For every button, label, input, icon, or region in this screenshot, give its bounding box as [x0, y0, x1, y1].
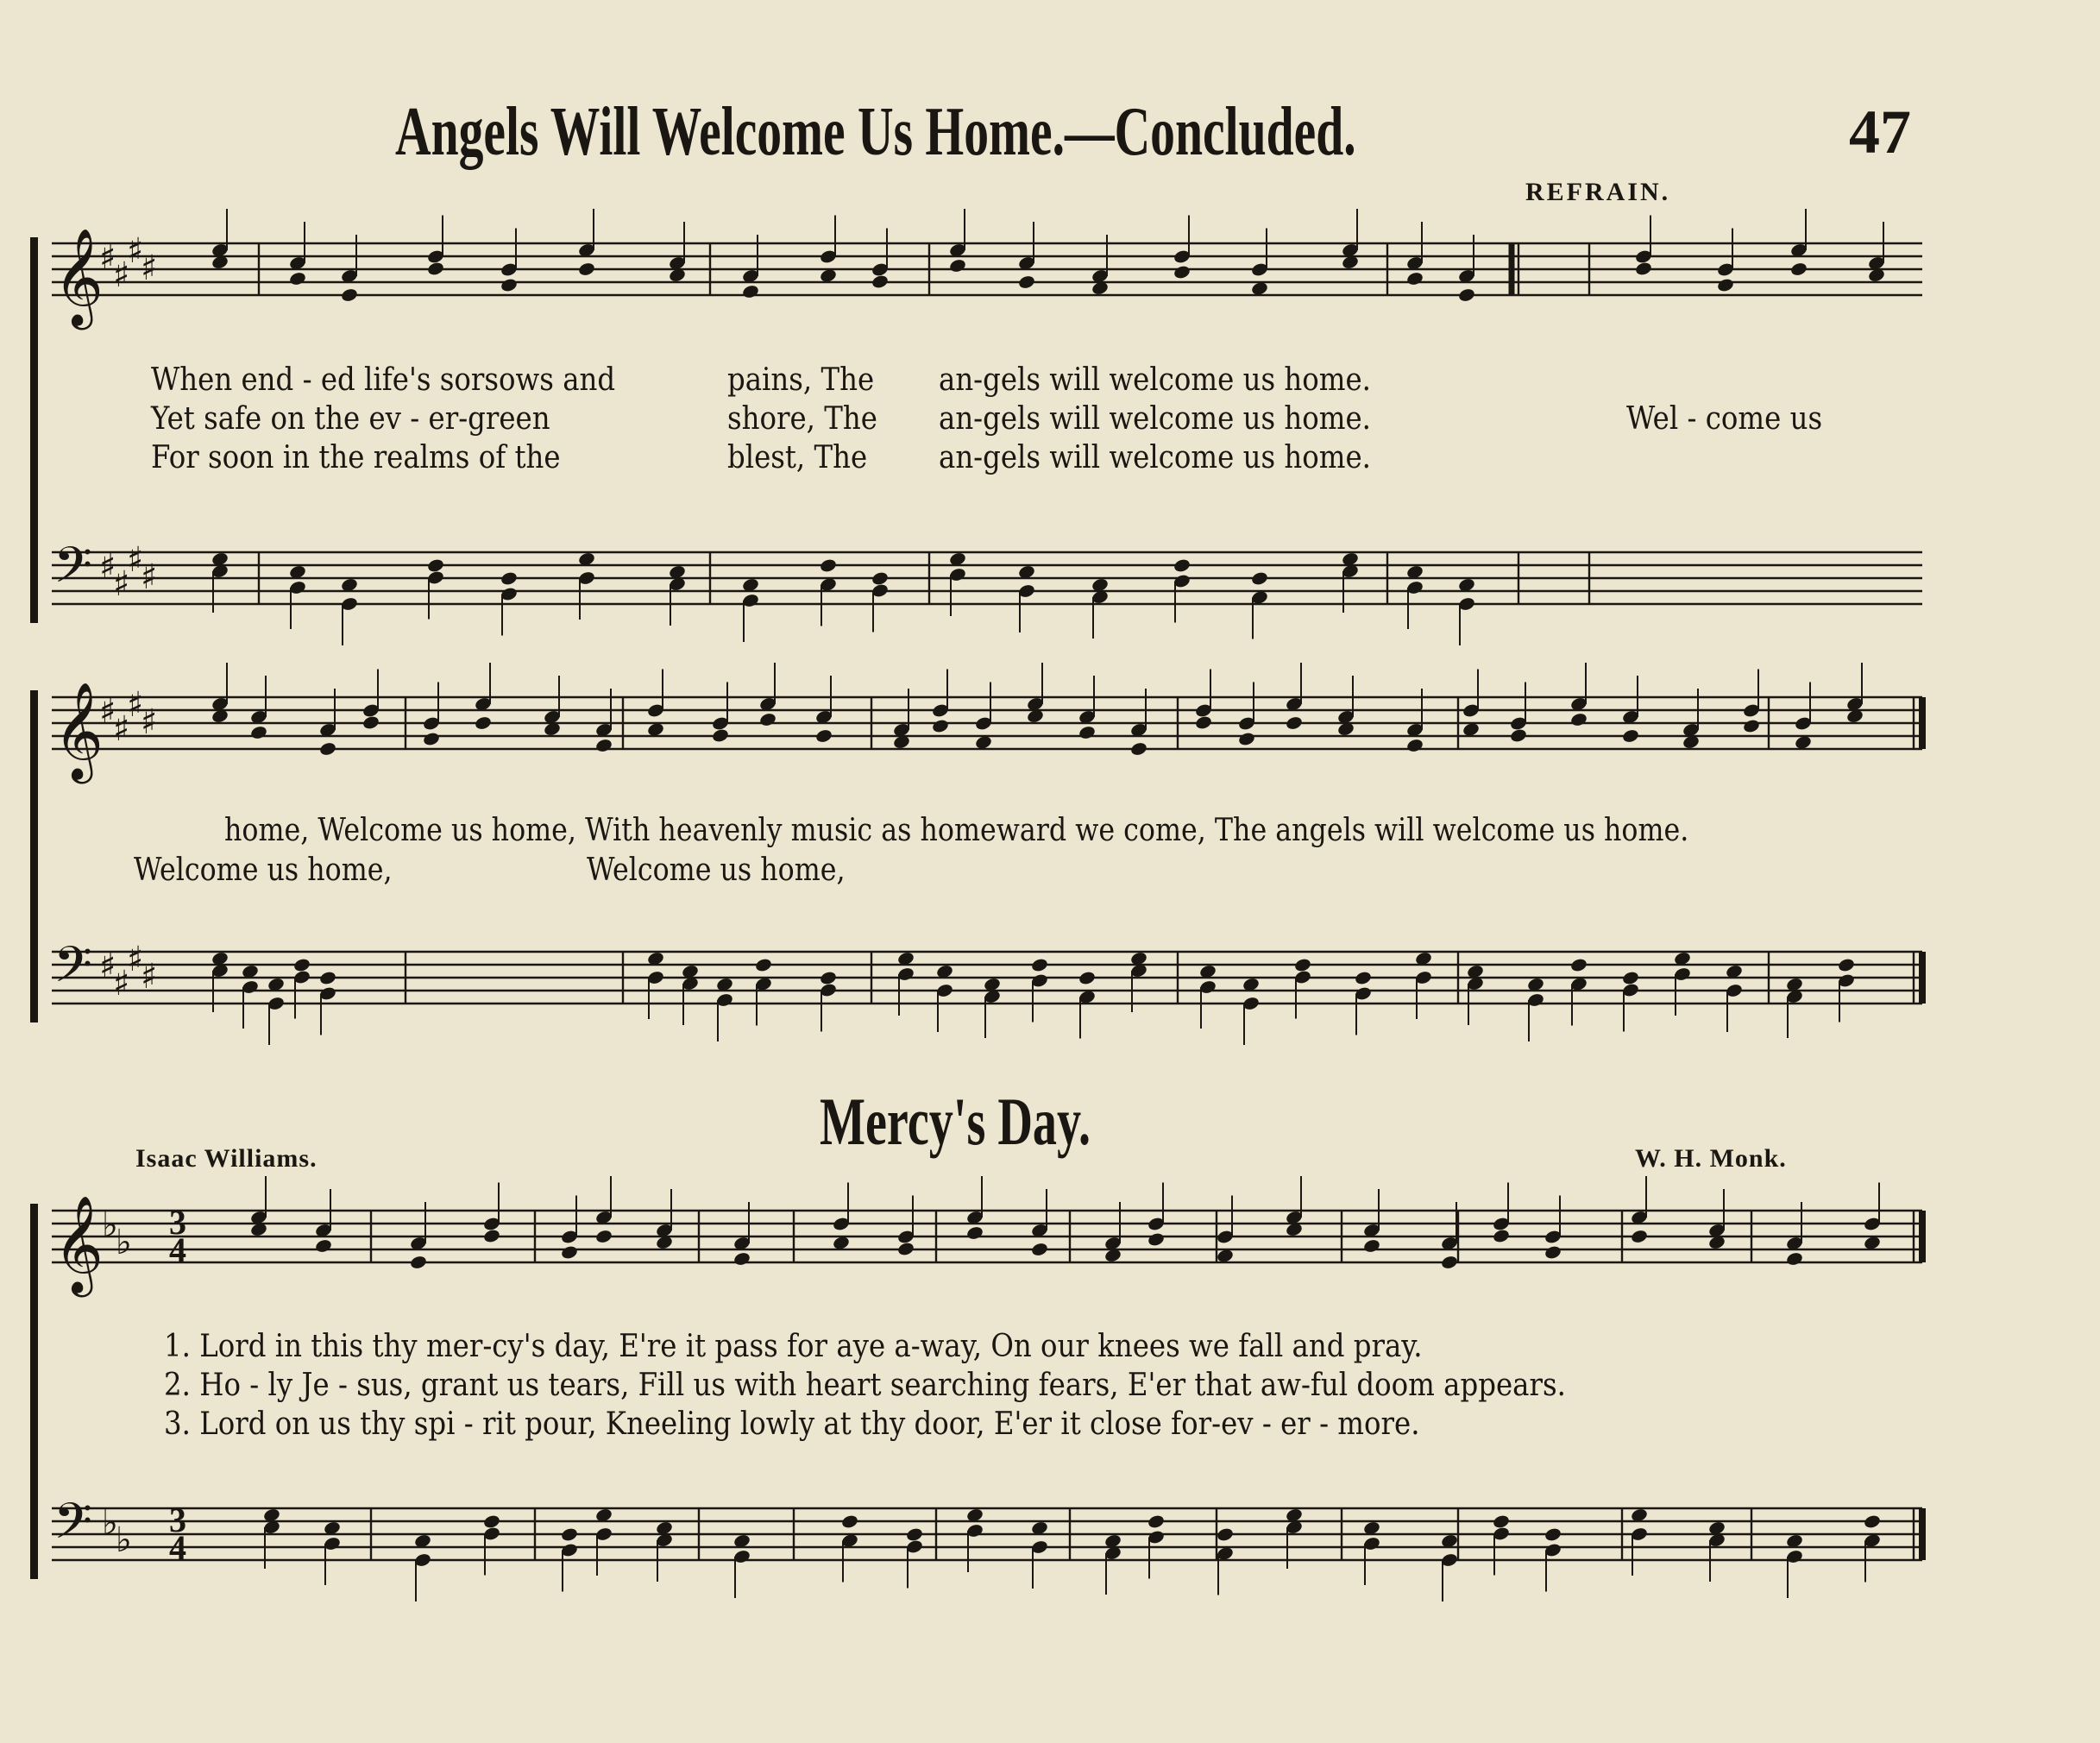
refrain-label: REFRAIN. — [1525, 178, 1671, 206]
system2-treble-note — [1742, 718, 1760, 733]
system2-bass-key-accidental: ♯ — [127, 940, 144, 979]
system3-bass-key-accidental: ♭ — [102, 1503, 118, 1543]
line2-lyrics: home, Welcome us home, With heavenly music as homeward we come, The angels will welcome us home. — [224, 813, 1689, 848]
system1-treble-note — [577, 261, 595, 277]
system1-bass-clef: 𝄢 — [53, 536, 93, 607]
system1-bass-note — [819, 557, 837, 573]
system3-treble-note — [1544, 1244, 1562, 1260]
system3-treble-time-top: 3 — [169, 1203, 186, 1242]
system2-treble-note — [931, 718, 949, 733]
system3-treble-note — [1630, 1229, 1648, 1244]
system3-treble-note — [1147, 1231, 1165, 1247]
system2-treble-note — [1237, 731, 1255, 746]
system1-treble-key-accidental: ♯ — [113, 255, 130, 295]
system3-treble-note — [482, 1228, 500, 1243]
system3-bass-time-bottom: 4 — [169, 1528, 186, 1567]
system2-bass-note — [819, 970, 837, 985]
system3-bass-note — [1544, 1526, 1562, 1542]
system2-treble-note — [249, 725, 267, 740]
system3-bass-final-barline-thick — [1919, 1508, 1926, 1560]
system1-treble-note — [1173, 264, 1191, 280]
system1-treble-note — [288, 271, 306, 286]
system3-bass-key-accidental: ♭ — [116, 1520, 132, 1560]
system2-treble-note — [711, 727, 729, 743]
verse-1-b: pains, The — [727, 362, 875, 398]
system1-treble-note — [340, 287, 358, 303]
system3-bass-time-top: 3 — [169, 1501, 186, 1539]
system3-treble-key-accidental: ♭ — [116, 1223, 132, 1262]
system2-treble-note — [1621, 728, 1639, 744]
system2-treble-key-accidental: ♯ — [99, 692, 116, 732]
system3-treble-note — [896, 1241, 915, 1256]
system2-treble-clef: 𝄞 — [53, 682, 104, 780]
verse-3-c: an-gels will welcome us home. — [939, 440, 1371, 475]
system1-treble-note — [1405, 271, 1424, 286]
line2-lyrics-alto-1: Welcome us home, — [134, 853, 393, 888]
page-title: Angels Will Welcome Us Home.—Concluded. — [395, 94, 1356, 170]
system2-treble-key-accidental: ♯ — [113, 709, 130, 749]
system3-treble-note — [965, 1225, 984, 1241]
system2-treble-note — [474, 715, 492, 731]
system3-bass-note — [840, 1513, 858, 1529]
system3-treble-note — [1440, 1255, 1458, 1270]
system2-bass-note — [754, 957, 772, 972]
hymn2-verse-3: 3. Lord on us thy spi - rit pour, Kneeling lowly at thy door, E'er it close for-ev - er - more. — [164, 1406, 1420, 1442]
system3-treble-final-barline-thick — [1919, 1211, 1926, 1262]
system2-treble-note — [1194, 714, 1212, 730]
system3-treble-note — [732, 1251, 751, 1267]
system1-bass-note — [871, 570, 889, 586]
system3-bass-note — [905, 1526, 923, 1542]
hymn2-verse-1: 1. Lord in this thy mer-cy's day, E're it pass for aye a-way, On our knees we fall and pray. — [164, 1329, 1423, 1364]
system3-treble-key-accidental: ♭ — [102, 1205, 118, 1245]
verse-2-c: an-gels will welcome us home. — [939, 401, 1371, 437]
system1-treble-key-accidental: ♯ — [141, 249, 158, 288]
verse-2-b: shore, The — [727, 401, 877, 437]
system3-treble-time-bottom: 4 — [169, 1230, 186, 1269]
system1-bass-note — [1250, 570, 1268, 586]
system2-bass-note — [1621, 970, 1639, 985]
system1-treble-note — [1457, 287, 1475, 303]
system1-bass-key-accidental: ♯ — [99, 547, 116, 587]
system2-treble-key-accidental: ♯ — [127, 685, 144, 725]
system1-treble-note — [1789, 261, 1808, 277]
system2-bass-note — [1030, 957, 1048, 972]
system3-bass-note — [1147, 1513, 1165, 1529]
system3-system-bracket — [30, 1204, 38, 1579]
system2-treble-final-barline-thick — [1919, 697, 1926, 749]
system2-bass-note — [1293, 957, 1311, 972]
system2-bass-final-barline-thick — [1919, 952, 1926, 1004]
system2-bass-key-accidental: ♯ — [141, 957, 158, 997]
system1-treble-note — [1716, 277, 1734, 293]
system1-bass-key-accidental: ♯ — [141, 557, 158, 597]
refrain-words: Wel - come us — [1626, 401, 1823, 437]
system2-treble-note — [318, 741, 336, 757]
system2-treble-note — [758, 712, 776, 727]
system1-bass-key-accidental: ♯ — [113, 564, 130, 604]
system3-treble-note — [314, 1238, 332, 1254]
system3-bass-note — [1863, 1513, 1881, 1529]
system2-treble-note — [1405, 738, 1424, 753]
system3-bass-clef: 𝄢 — [53, 1492, 93, 1563]
system2-bass-note — [1078, 970, 1096, 985]
system3-treble-note — [560, 1244, 578, 1260]
system2-treble-note — [1509, 727, 1527, 743]
system3-treble-note — [1785, 1251, 1803, 1267]
system3-bass-note — [1216, 1526, 1234, 1542]
system2-treble-note — [1078, 725, 1096, 740]
system2-bass-key-accidental: ♯ — [113, 964, 130, 1004]
system2-treble-note — [594, 738, 613, 753]
system1-bass-note — [1173, 557, 1191, 573]
hymn2-composer: W. H. Monk. — [1635, 1144, 1787, 1173]
system3-treble-note — [594, 1229, 613, 1244]
system2-bass-key-accidental: ♯ — [99, 947, 116, 986]
system2-treble-note — [814, 728, 833, 744]
system3-bass-note — [482, 1513, 500, 1529]
system2-system-bracket — [30, 690, 38, 1023]
system1-system-bracket — [30, 237, 38, 623]
system2-bass-note — [292, 957, 311, 972]
system2-bass-clef: 𝄢 — [53, 935, 93, 1006]
hymn2-title: Mercy's Day. — [820, 1084, 1091, 1159]
system2-treble-key-accidental: ♯ — [141, 702, 158, 742]
hymn2-verse-2: 2. Ho - ly Je - sus, grant us tears, Fill us with heart searching fears, E'er that aw-ful doom appears. — [164, 1368, 1566, 1403]
verse-3-a: For soon in the realms of the — [151, 440, 561, 475]
system1-treble-note — [741, 284, 759, 299]
system2-bass-note — [1837, 957, 1855, 972]
system3-treble-note — [1362, 1238, 1380, 1254]
system1-treble-note — [1634, 261, 1652, 276]
system1-treble-clef: 𝄞 — [53, 228, 104, 326]
page-number: 47 — [1849, 98, 1911, 167]
hymn2-author: Isaac Williams. — [135, 1144, 318, 1173]
system1-treble-key-accidental: ♯ — [127, 231, 144, 271]
system2-treble-note — [362, 714, 380, 730]
system1-treble-key-accidental: ♯ — [99, 238, 116, 278]
system3-bass-note — [1492, 1513, 1510, 1529]
system3-treble-note — [409, 1255, 427, 1270]
system2-treble-note — [1569, 712, 1588, 727]
system3-bass-note — [560, 1526, 578, 1542]
system1-bass-note — [500, 570, 518, 586]
verse-3-b: blest, The — [727, 440, 868, 475]
system2-treble-note — [422, 731, 440, 746]
system2-bass-note — [1354, 970, 1372, 985]
system2-treble-note — [1285, 715, 1303, 731]
verse-1-a: When end - ed life's sorsows and — [151, 362, 616, 398]
system2-bass-note — [1569, 957, 1588, 972]
system1-treble-note — [871, 274, 889, 289]
verse-1-c: an-gels will welcome us home. — [939, 362, 1371, 398]
line2-lyrics-alto-2: Welcome us home, — [587, 853, 846, 888]
system1-treble-note — [948, 258, 966, 274]
system1-bass-note — [426, 557, 444, 573]
system1-bass-key-accidental: ♯ — [127, 540, 144, 580]
system1-treble-note — [500, 277, 518, 293]
system3-treble-note — [1492, 1228, 1510, 1243]
system3-treble-clef: 𝄞 — [53, 1195, 104, 1293]
verse-2-a: Yet safe on the ev - er-green — [151, 401, 550, 437]
system3-treble-note — [1030, 1242, 1048, 1257]
system2-treble-note — [1129, 741, 1147, 757]
system2-bass-note — [318, 970, 336, 985]
system1-treble-note — [1017, 274, 1035, 290]
system1-treble-note — [426, 261, 444, 276]
